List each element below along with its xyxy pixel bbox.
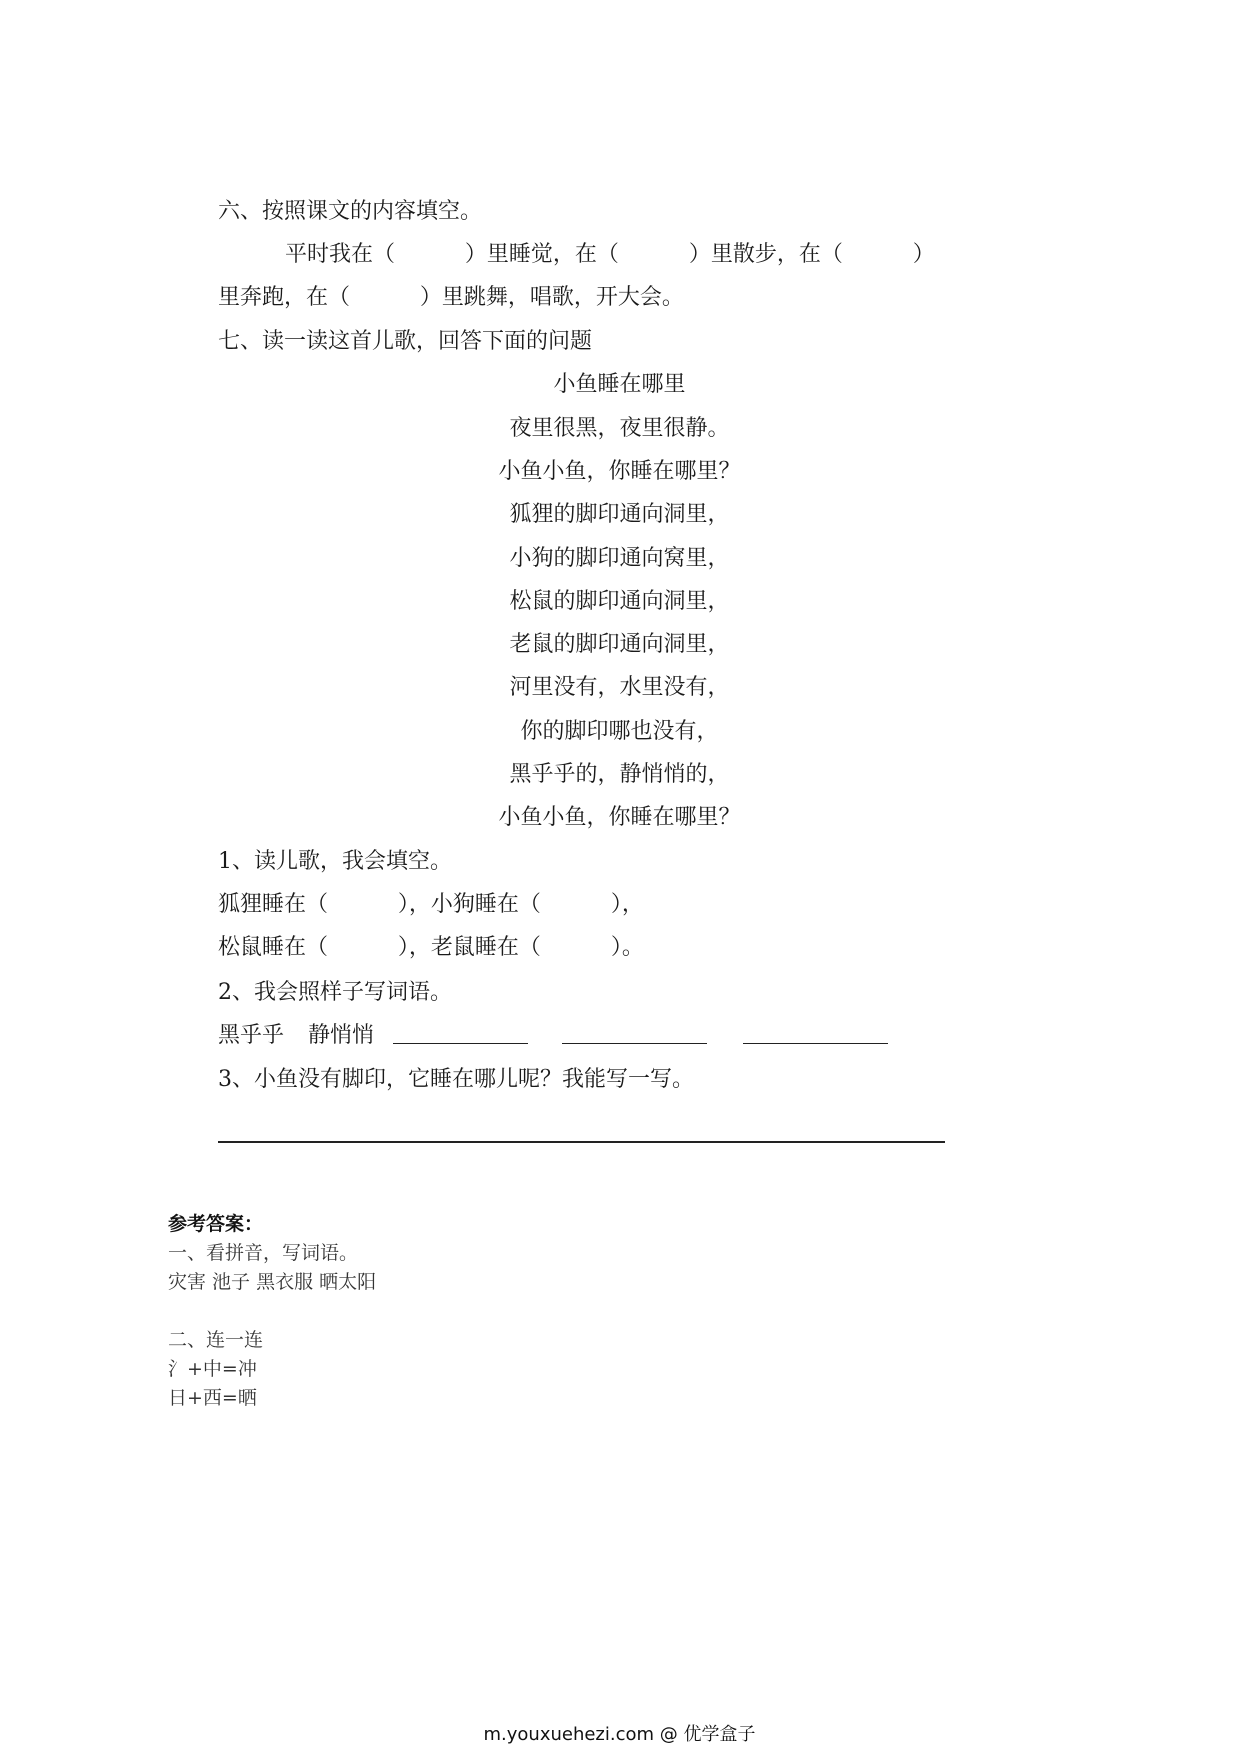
poem-line: 小狗的脚印通向窝里，	[509, 546, 730, 571]
footer-watermark: m.youxuehezi.com @ 优学盒子	[483, 1724, 756, 1745]
answer-1-content: 灾害 池子 黑衣服 晒太阳	[168, 1271, 377, 1293]
poem-line: 松鼠的脚印通向洞里，	[509, 589, 730, 614]
answer-blank-1[interactable]	[393, 1043, 528, 1044]
poem-line: 狐狸的脚印通向洞里，	[509, 502, 730, 527]
answer-2-line-2: 日+西=晒	[168, 1387, 257, 1409]
poem-line: 黑乎乎的，静悄悄的，	[509, 762, 730, 787]
poem-line: 你的脚印哪也没有，	[520, 719, 719, 744]
answer-1-heading: 一、看拼音，写词语。	[168, 1242, 359, 1264]
section-6-line-2: 里奔跑，在（ ）里跳舞，唱歌，开大会。	[218, 285, 684, 310]
question-1-line-1: 狐狸睡在（ ），小狗睡在（ ），	[218, 892, 644, 917]
poem-line: 小鱼小鱼，你睡在哪里？	[498, 805, 741, 830]
answer-2-heading: 二、连一连	[168, 1329, 264, 1351]
answer-blank-3[interactable]	[743, 1043, 888, 1044]
answer-2-line-1: 氵+中=冲	[168, 1358, 257, 1380]
poem-line: 小鱼小鱼，你睡在哪里？	[498, 459, 741, 484]
answer-blank-2[interactable]	[562, 1043, 707, 1044]
question-1-line-2: 松鼠睡在（ ），老鼠睡在（ ）。	[218, 935, 644, 960]
poem-line: 夜里很黑，夜里很静。	[509, 416, 730, 441]
answers-title: 参考答案：	[168, 1213, 264, 1235]
example-word-2: 静悄悄	[308, 1023, 375, 1048]
question-2-prompt: 2、我会照样子写词语。	[218, 980, 452, 1005]
section-6-heading: 六、按照课文的内容填空。	[218, 199, 483, 224]
section-6-line-1: 平时我在（ ）里睡觉，在（ ）里散步，在（ ）	[285, 242, 935, 267]
question-1-prompt: 1、读儿歌，我会填空。	[218, 849, 452, 874]
section-7-heading: 七、读一读这首儿歌，回答下面的问题	[218, 329, 593, 354]
poem-title: 小鱼睡在哪里	[553, 372, 686, 397]
question-3-prompt: 3、小鱼没有脚印，它睡在哪儿呢？我能写一写。	[218, 1067, 694, 1092]
poem-line: 河里没有，水里没有，	[509, 675, 730, 700]
poem-line: 老鼠的脚印通向洞里，	[509, 632, 730, 657]
answer-writing-line[interactable]	[218, 1141, 945, 1143]
example-word-1: 黑乎乎	[218, 1023, 285, 1048]
